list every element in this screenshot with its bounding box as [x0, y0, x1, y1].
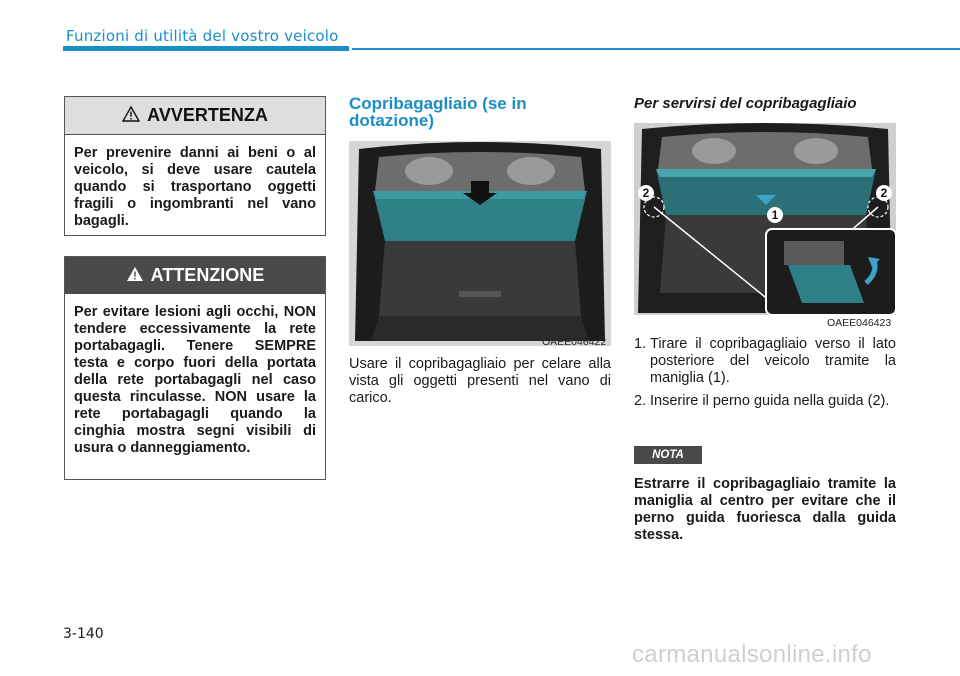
warning-title: AVVERTENZA — [147, 105, 268, 125]
section-title-cover: Copribagagliaio (se in dotazione) — [349, 94, 527, 130]
cover-paragraph: Usare il copribagagliaio per celare alla vista gli oggetti presenti nel vano di carico. — [349, 356, 611, 406]
step-item — [634, 336, 896, 387]
image-code-2: OAEE046423 — [827, 317, 892, 329]
warning-body: Per prevenire danni ai beni o al veicolo, si deve usare cautela quando si trasportano oggetti fragili o ingombranti nel vano bagagli. — [74, 145, 316, 229]
page-number: 3-140 — [63, 626, 104, 642]
step-text: Tirare il copribagagliaio verso il lato posteriore del veicolo tramite la maniglia (1). — [650, 336, 896, 386]
cargo-cover-photo — [349, 141, 611, 346]
callout-2-right: 2 — [876, 185, 892, 201]
warning-box — [64, 96, 326, 236]
callout-2-left: 2 — [638, 185, 654, 201]
note-text: Estrarre il copribagagliaio tramite la maniglia al centro per evitare che il perno guida fuoriesca dalla guida stessa. — [634, 476, 896, 543]
caution-body: Per evitare lesioni agli occhi, NON tendere eccessivamente la rete portabagagli. Tenere SEMPRE testa e corpo fuori della portata della rete portabagagli nel caso questa rinculasse. NON usare la rete portabagagli quando la cinghia mostra segni visibili di usura o danneggiamento. — [74, 304, 316, 456]
warning-outline-icon — [122, 106, 140, 126]
note-label: NOTA — [634, 446, 702, 464]
image-code-1: OAEE046422 — [542, 336, 607, 348]
steps-list — [634, 336, 896, 416]
step-number: 1. — [634, 336, 647, 352]
caution-header — [65, 257, 325, 294]
section-title-use: Per servirsi del copribagagliaio — [634, 95, 857, 112]
callout-1: 1 — [767, 207, 783, 223]
watermark: carmanualsonline.info — [632, 641, 872, 668]
caution-title: ATTENZIONE — [150, 265, 265, 285]
warning-filled-icon — [126, 266, 144, 286]
warning-header — [65, 97, 325, 135]
step-number: 2. — [634, 393, 647, 409]
caution-box — [64, 256, 326, 480]
step-text: Inserire il perno guida nella guida (2). — [650, 393, 890, 409]
header-rule — [352, 48, 960, 50]
step-item — [634, 393, 896, 410]
header-title: Funzioni di utilità del vostro veicolo — [66, 27, 339, 45]
header-bar — [63, 46, 349, 51]
cover-usage-photo — [634, 123, 896, 315]
